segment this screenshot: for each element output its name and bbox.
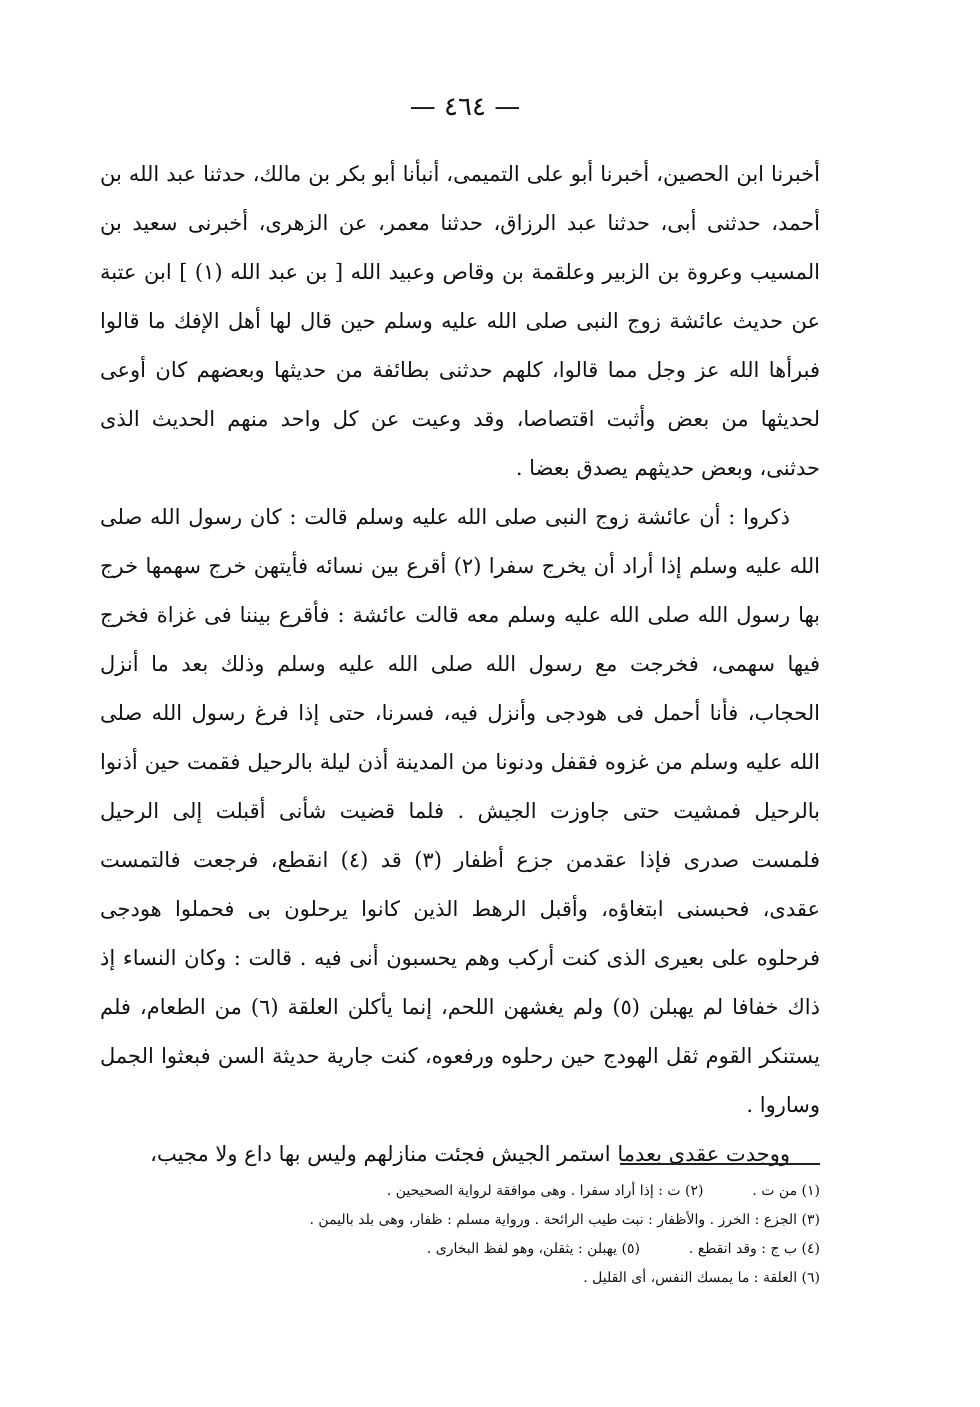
- paragraph-isnad: أخبرنا ابن الحصين، أخبرنا أبو على التميمى، أنبأنا أبو بكر بن مالك، حدثنا عبد الله بن أحمد، حدثنى أبى، حدثنا عبد الرزاق، حدثنا معمر، عن الزهرى، أخبرنى سعيد بن المسيب وعروة بن الزبير وعلقمة بن وقاص وعبيد الله [ بن عبد الله (١) ] ابن عتبة عن حديث عائشة زوج النبى صلى الله عليه وسلم حين قال لها أهل الإفك ما قالوا فبرأها الله عز وجل مما قالوا، كلهم حدثنى بطائفة من حديثها وبعضهم كان أوعى لحديثها من بعض وأثبت اقتصاصا، وقد وعيت عن كل واحد منهم الحديث الذى حدثنى، وبعض حديثهم يصدق بعضا .: [100, 162, 820, 480]
- footnotes: [140, 1177, 820, 1293]
- paragraph-continuation: ووجدت عقدى بعدما استمر الجيش فجئت منازلهم وليس بها داع ولا مجيب،: [150, 1142, 790, 1166]
- page-number: — ٤٦٤ —: [409, 92, 521, 122]
- footnote-divider: [620, 1163, 820, 1165]
- footnote-line: [140, 1264, 820, 1293]
- footnote-1: (١) من ت .: [752, 1183, 820, 1199]
- paragraph-narration: ذكروا : أن عائشة زوج النبى صلى الله عليه وسلم قالت : كان رسول الله صلى الله عليه وسلم إذا أراد أن يخرج سفرا (٢) أقرع بين نسائه فأيتهن خرج سهمها خرج بها رسول الله صلى الله عليه وسلم معه قالت عائشة : فأقرع بيننا فى غزاة فخرج فيها سهمى، فخرجت مع رسول الله صلى الله عليه وسلم وذلك بعد ما أنزل الحجاب، فأنا أحمل فى هودجى وأنزل فيه، فسرنا، حتى إذا فرغ رسول الله صلى الله عليه وسلم من غزوه فقفل ودنونا من المدينة أذن ليلة بالرحيل فقمت حين أذنوا بالرحيل فمشيت حتى جاوزت الجيش . فلما قضيت شأنى أقبلت إلى الرحيل فلمست صدرى فإذا عقدمن جزع أظفار (٣) قد (٤) انقطع، فرجعت فالتمست عقدى، فحبسنى ابتغاؤه، وأقبل الرهط الذين كانوا يرحلون بى فحملوا هودجى فرحلوه على بعيرى الذى كنت أركب وهم يحسبون أنى فيه . قالت : وكان النساء إذ ذاك خفافا لم يهبلن (٥) ولم يغشهن اللحم، إنما يأكلن العلقة (٦) من الطعام، فلم يستنكر القوم ثقل الهودج حين رحلوه ورفعوه، كنت جارية حديثة السن فبعثوا الجمل وساروا .: [100, 505, 821, 1117]
- footnote-line: [140, 1235, 820, 1264]
- footnote-4: (٤) ب ج : وقد انقطع .: [688, 1241, 820, 1257]
- footnote-line: [140, 1177, 820, 1206]
- footnote-2: (٢) ت : إذا أراد سفرا . وهى موافقة لرواية الصحيحين .: [386, 1183, 704, 1199]
- footnote-5: (٥) يهبلن : يثقلن، وهو لفظ البخارى .: [426, 1241, 640, 1257]
- footnote-3: (٣) الجزع : الخرز . والأظفار : نبت طيب الرائحة . ورواية مسلم : ظفار، وهى بلد باليمن .: [309, 1212, 820, 1228]
- footnote-line: [140, 1206, 820, 1235]
- footnote-6: (٦) العلقة : ما يمسك النفس، أى القليل .: [583, 1270, 820, 1286]
- main-text: [100, 150, 820, 1179]
